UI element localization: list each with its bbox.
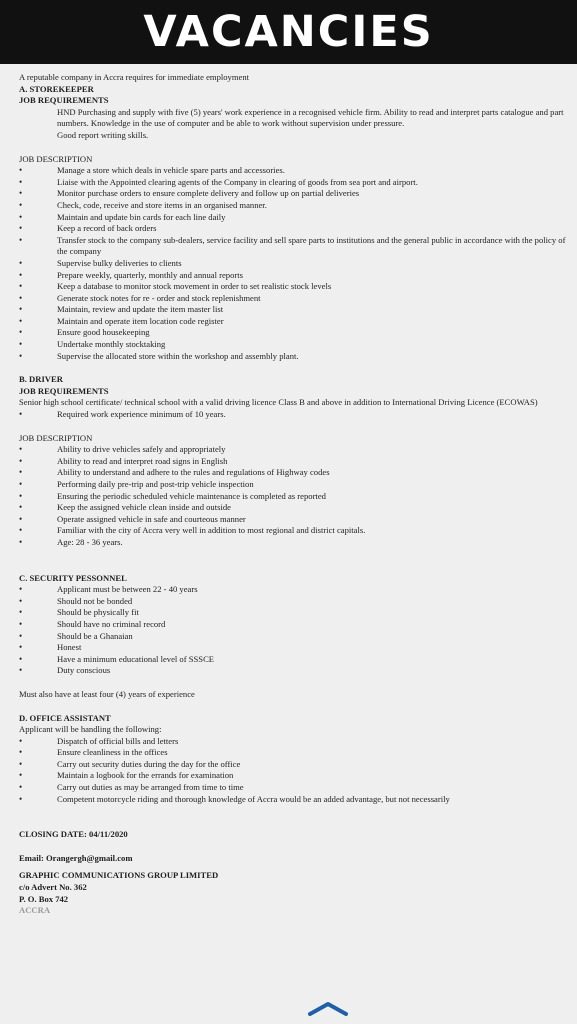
list-item: • Carry out duties as may be arranged from time to time [19,782,567,794]
list-item: • Liaise with the Appointed clearing agents of the Company in clearing of goods from sea port and airport. [19,177,567,189]
list-item: • Honest [19,642,567,654]
list-item: • Familiar with the city of Accra very well in addition to most regional and district capitals. [19,525,567,537]
list-item: • Competent motorcycle riding and thorough knowledge of Accra would be an added advantage, but not necessarily [19,794,567,806]
list-item: • Maintain a logbook for the errands for examination [19,770,567,782]
closing-date: CLOSING DATE: 04/11/2020 [19,829,128,840]
list-item: • Ensure good housekeeping [19,327,567,339]
office-duties [19,736,567,806]
list-item: • Should have no criminal record [19,619,567,631]
list-item: • Supervise bulky deliveries to clients [19,258,567,270]
list-item: • Dispatch of official bills and letters [19,736,567,748]
chevron-up-icon[interactable] [306,1001,350,1017]
list-item: • Keep a record of back orders [19,223,567,235]
list-item: • Should be a Ghanaian [19,631,567,643]
office-title: D. OFFICE ASSISTANT [19,712,111,723]
list-item: • Duty conscious [19,665,567,677]
address-line: ACCRA [19,905,51,916]
driver-req-text: Senior high school certificate/ technical school with a valid driving licence Class B and above in addition to International Driving Licence (ECOWAS) [19,397,538,408]
driver-req-heading: JOB REQUIREMENTS [19,385,109,396]
advert-body [19,72,567,917]
page-title: VACANCIES [143,7,434,57]
list-item: • Have a minimum educational level of SSSCE [19,654,567,666]
vacancies-banner [0,0,577,64]
company-name: GRAPHIC COMMUNICATIONS GROUP LIMITED [19,870,219,881]
list-item: • Performing daily pre-trip and post-trip vehicle inspection [19,479,567,491]
list-item: • Operate assigned vehicle in safe and courteous manner [19,514,567,526]
contact-email: Email: Orangergh@gmail.com [19,852,133,863]
storekeeper-req-text: HND Purchasing and supply with five (5) years' work experience in a recognised vehicle firm. Ability to read and interpret parts catalogue and part numbers. Knowledge in the use of computer and be able to work without supervision under pressure. [57,106,564,129]
list-item: • Supervise the allocated store within the workshop and assembly plant. [19,351,567,363]
list-item: • Ability to understand and adhere to the rules and regulations of Highway codes [19,467,567,479]
list-item: • Ability to drive vehicles safely and appropriately [19,444,567,456]
list-item: • Maintain, review and update the item master list [19,304,567,316]
list-item: • Should not be bonded [19,596,567,608]
list-item: • Manage a store which deals in vehicle spare parts and accessories. [19,165,567,177]
list-item: • Transfer stock to the company sub-dealers, service facility and sell spare parts to institutions and the general public in accordance with the policy of the company [19,235,567,258]
list-item: • Applicant must be between 22 - 40 years [19,584,567,596]
security-note: Must also have at least four (4) years of experience [19,688,195,699]
storekeeper-req-heading: JOB REQUIREMENTS [19,95,109,106]
list-item: • Monitor purchase orders to ensure complete delivery and follow up on partial deliveries [19,188,567,200]
address-line: c/o Advert No. 362 [19,882,87,893]
list-item: • Maintain and operate item location code register [19,316,567,328]
storekeeper-desc-heading: JOB DESCRIPTION [19,153,93,164]
driver-duties [19,444,567,548]
storekeeper-req-text: Good report writing skills. [57,129,149,140]
list-item: • Ensuring the periodic scheduled vehicle maintenance is completed as reported [19,491,567,503]
list-item: • Ensure cleanliness in the offices [19,747,567,759]
driver-title: B. DRIVER [19,374,63,385]
list-item: • Prepare weekly, quarterly, monthly and annual reports [19,270,567,282]
list-item: • Maintain and update bin cards for each line daily [19,212,567,224]
security-requirements [19,584,567,677]
list-item: • Ability to read and interpret road signs in English [19,456,567,468]
list-item: • Keep a database to monitor stock movement in order to set realistic stock levels [19,281,567,293]
list-item: • Should be physically fit [19,607,567,619]
list-item: • Required work experience minimum of 10 years. [19,409,567,421]
office-intro: Applicant will be handling the following: [19,724,162,735]
list-item: • Undertake monthly stocktaking [19,339,567,351]
storekeeper-title: A. STOREKEEPER [19,83,94,94]
intro-text: A reputable company in Accra requires for immediate employment [19,72,250,82]
security-title: C. SECURITY PESSONNEL [19,572,127,583]
storekeeper-duties [19,165,567,362]
driver-desc-heading: JOB DESCRIPTION [19,432,93,443]
list-item: • Carry out security duties during the day for the office [19,759,567,771]
list-item: • Generate stock notes for re - order and stock replenishment [19,293,567,305]
list-item: • Age: 28 - 36 years. [19,537,567,549]
address-line: P. O. Box 742 [19,893,69,904]
list-item: • Keep the assigned vehicle clean inside and outside [19,502,567,514]
list-item: • Check, code, receive and store items in an organised manner. [19,200,567,212]
driver-req-list [19,409,567,421]
